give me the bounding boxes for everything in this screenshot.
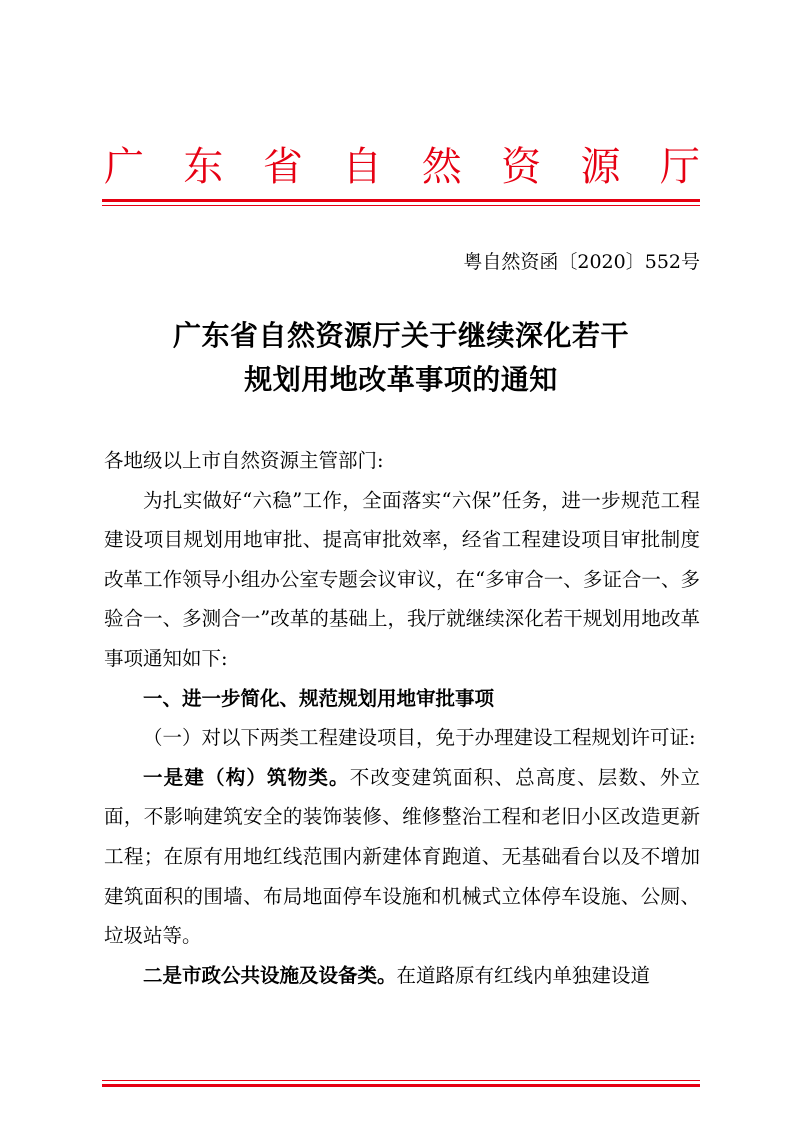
- point-2-paragraph: [104, 956, 700, 996]
- header-char: 然: [421, 144, 462, 190]
- point-2-text: 在道路原有红线内单独建设道: [396, 963, 651, 987]
- document-title-line-2: 规划用地改革事项的通知: [244, 363, 558, 396]
- item-1-paragraph: （一）对以下两类工程建设项目，免于办理建设工程规划许可证:: [143, 726, 696, 750]
- header-char: 厅: [659, 144, 700, 190]
- intro-paragraph: 为扎实做好“六稳”工作，全面落实“六保”任务，进一步规范工程建设项目规划用地审批、提高审批效率，经省工程建设项目审批制度改革工作领导小组办公室专题会议审议，在“多审合一、多证合一、多验合一、多测合一”改革的基础上，我厅就继续深化若干规划用地改革事项通知如下:: [104, 488, 700, 670]
- document-title: [102, 314, 700, 402]
- header-char: 自: [342, 144, 383, 190]
- document-title-line-1: 广东省自然资源厅关于继续深化若干: [172, 319, 629, 352]
- document-number: 粤自然资函〔2020〕552号: [463, 251, 700, 273]
- header-char: 省: [262, 144, 303, 190]
- point-2-lead: 二是市政公共设施及设备类。: [143, 963, 397, 987]
- issuing-authority-header: [104, 142, 700, 192]
- header-red-rule-thick: [102, 199, 700, 202]
- document-body: [104, 441, 700, 995]
- point-1-paragraph: [104, 758, 700, 956]
- point-1-text: 不改变建筑面积、总高度、层数、外立面，不影响建筑安全的装饰装修、维修整治工程和老旧小区改造更新工程；在原有用地红线范围内新建体育跑道、无基础看台以及不增加建筑面积的围墙、布局地面停车设施和机械式立体停车设施、公厕、垃圾站等。: [104, 765, 700, 948]
- header-char: 东: [183, 144, 224, 190]
- section-heading-1: 一、进一步简化、规范规划用地审批事项: [143, 686, 495, 710]
- header-char: 资: [501, 144, 542, 190]
- header-char: 广: [104, 144, 144, 190]
- header-red-rule-thin: [102, 205, 700, 206]
- header-char: 源: [580, 144, 621, 190]
- salutation: 各地级以上市自然资源主管部门:: [104, 449, 384, 472]
- footer-red-rule-thin: [102, 1080, 700, 1081]
- footer-red-rule-thick: [102, 1084, 700, 1087]
- point-1-lead: 一是建（构）筑物类。: [143, 765, 350, 789]
